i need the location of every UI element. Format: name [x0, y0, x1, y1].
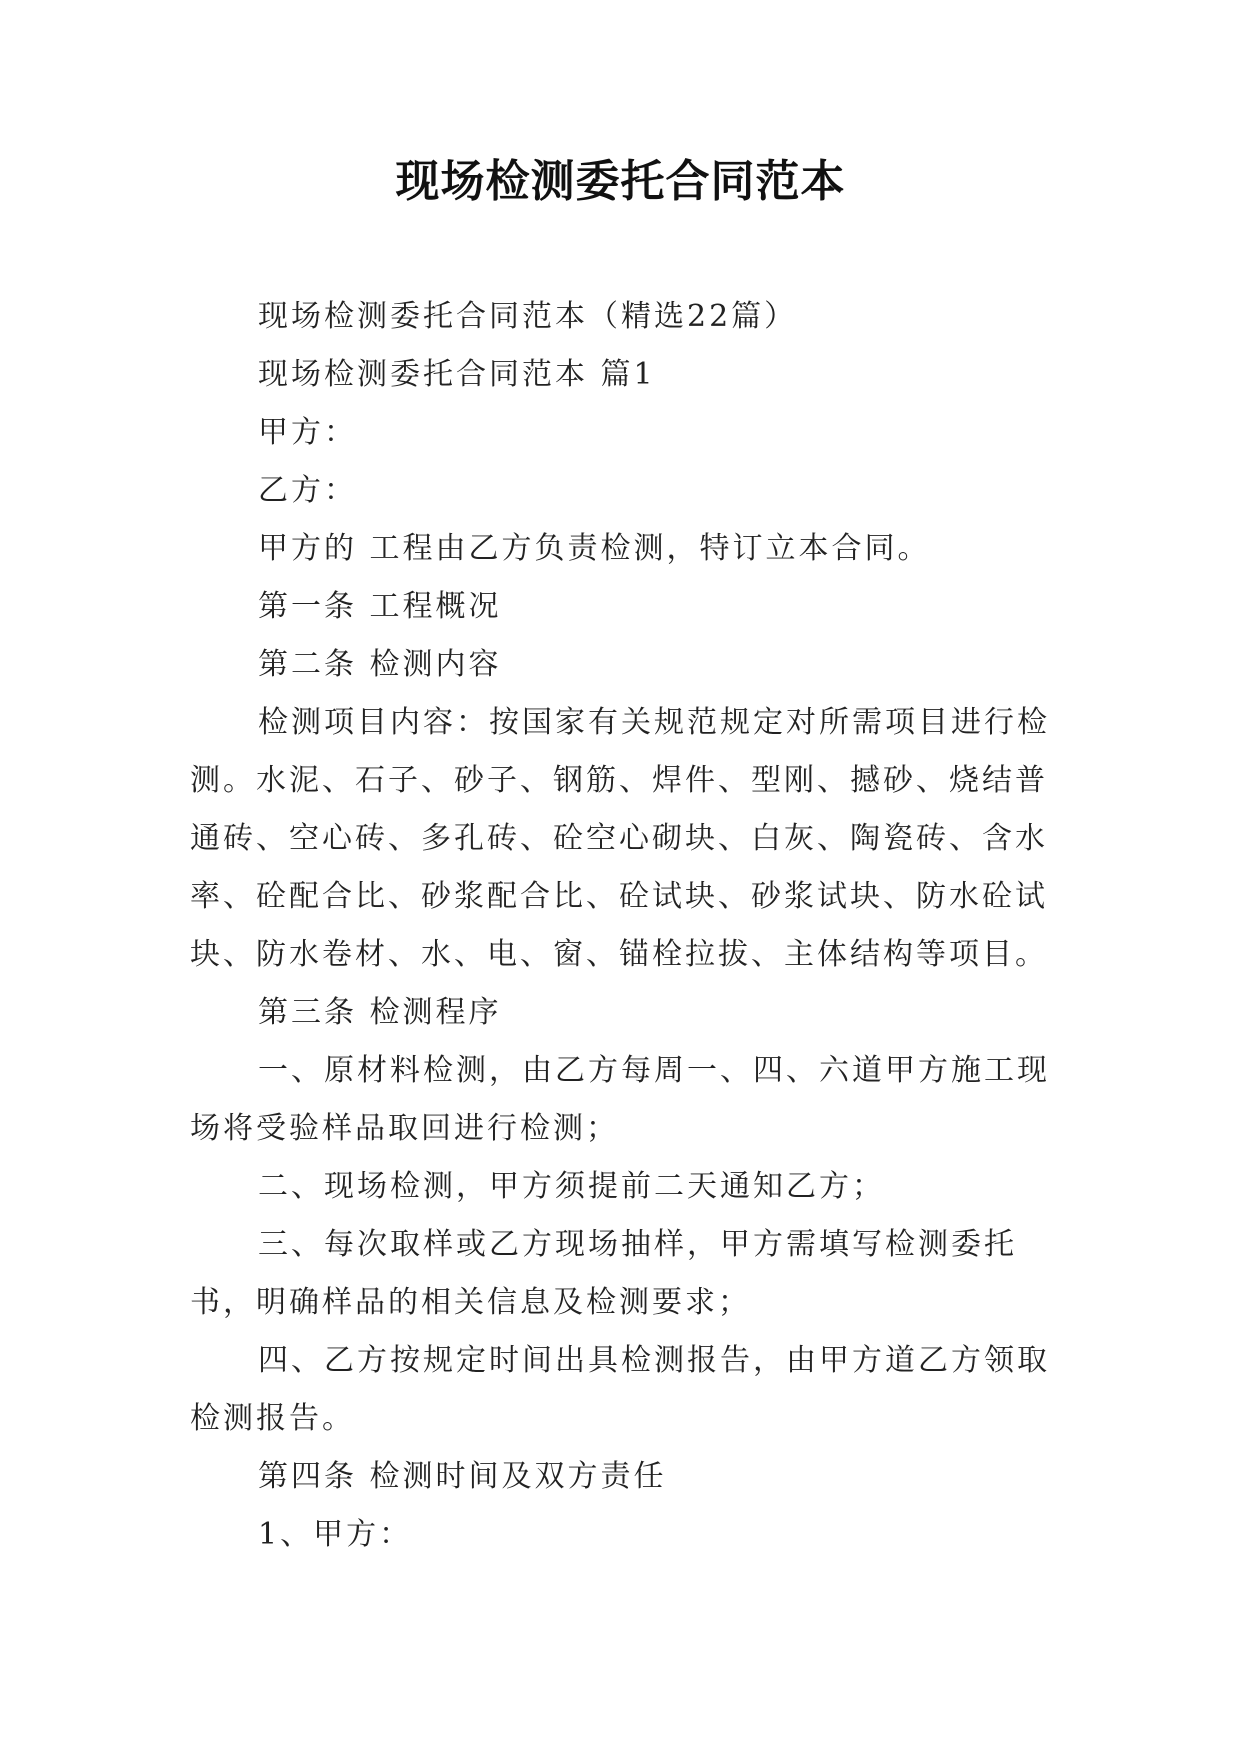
paragraph-party-a: 甲方： — [258, 415, 357, 450]
paragraph-article-3: 第三条 检测程序 — [258, 995, 502, 1030]
document-title: 现场检测委托合同范本 — [395, 156, 846, 207]
paragraph-party-b: 乙方： — [258, 473, 357, 508]
paragraph-article-1: 第一条 工程概况 — [258, 589, 502, 624]
paragraph-procedure-3: 三、每次取样或乙方现场抽样，甲方需填写检测委托书，明确样品的相关信息及检测要求； — [190, 1227, 1017, 1320]
paragraph-procedure-1: 一、原材料检测，由乙方每周一、四、六道甲方施工现场将受验样品取回进行检测； — [190, 1053, 1050, 1146]
paragraph-section-heading: 现场检测委托合同范本 篇1 — [258, 357, 656, 392]
paragraph-procedure-4: 四、乙方按规定时间出具检测报告，由甲方道乙方领取检测报告。 — [190, 1343, 1050, 1436]
document-body — [190, 288, 1050, 1564]
paragraph-preamble: 甲方的 工程由乙方负责检测，特订立本合同。 — [258, 531, 931, 566]
paragraph-article-4: 第四条 检测时间及双方责任 — [258, 1459, 667, 1494]
paragraph-procedure-2: 二、现场检测，甲方须提前二天通知乙方； — [258, 1169, 885, 1204]
paragraph-inspection-items: 检测项目内容：按国家有关规范规定对所需项目进行检测。水泥、石子、砂子、钢筋、焊件、型刚、撼砂、烧结普通砖、空心砖、多孔砖、砼空心砌块、白灰、陶瓷砖、含水率、砼配合比、砂浆配合比、砼试块、砂浆试块、防水砼试块、防水卷材、水、电、窗、锚栓拉拔、主体结构等项目。 — [190, 705, 1050, 972]
paragraph-collection-title: 现场检测委托合同范本（精选22篇） — [258, 299, 798, 334]
paragraph-party-a-duties: 1、甲方： — [258, 1517, 413, 1552]
paragraph-article-2: 第二条 检测内容 — [258, 647, 502, 682]
